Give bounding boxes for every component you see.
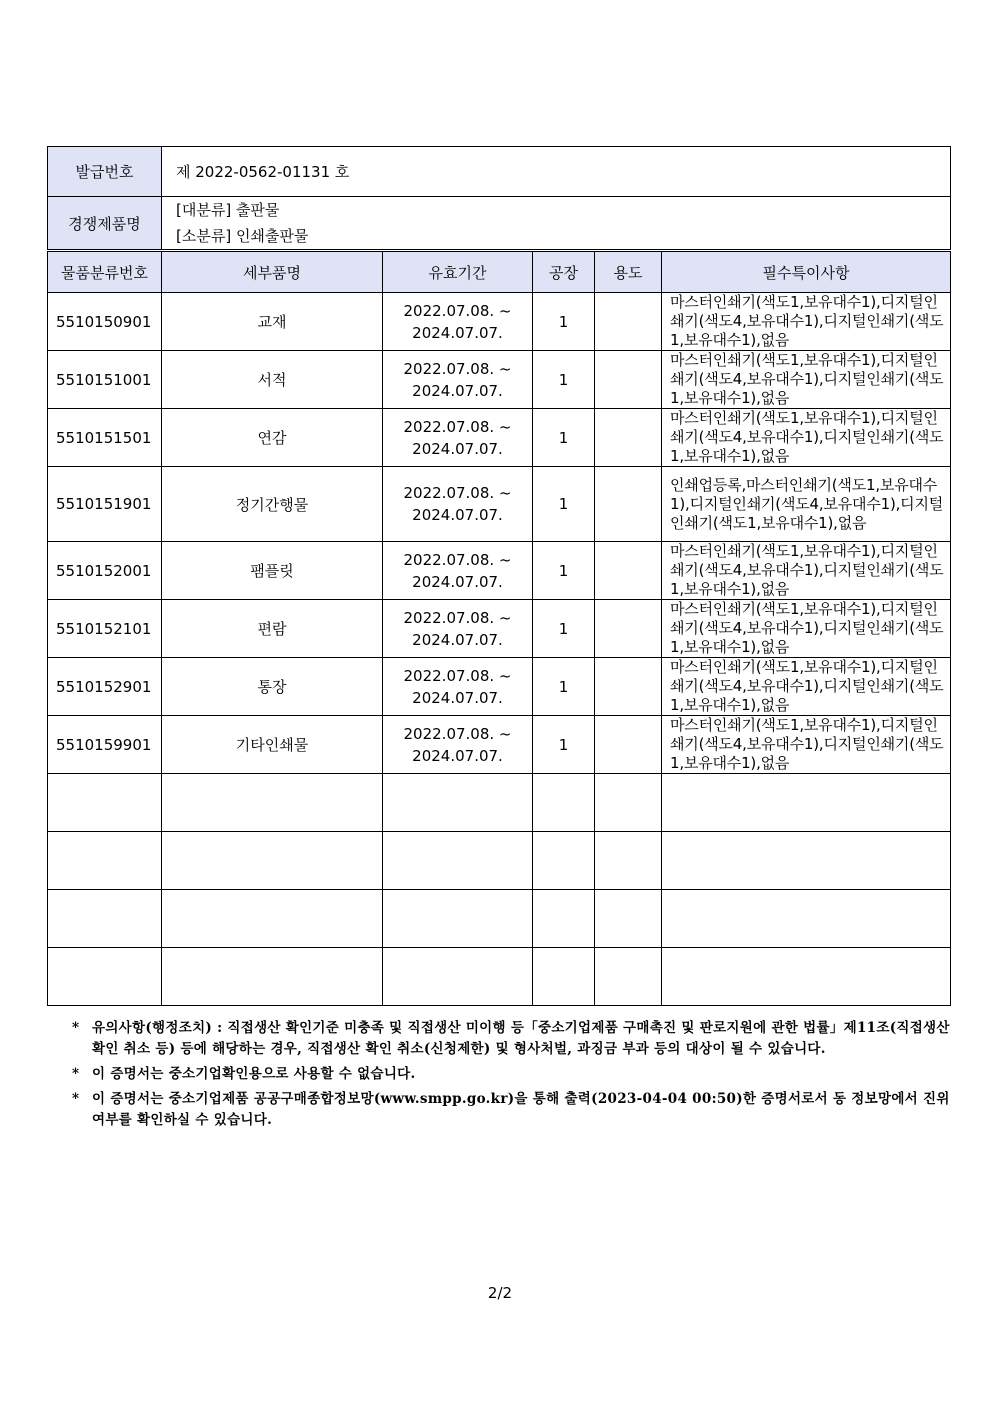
validity-end: 2024.07.07. <box>412 381 503 400</box>
empty-cell <box>595 890 662 948</box>
notice-item <box>72 1064 957 1085</box>
product-category-cell <box>162 197 951 250</box>
usage <box>595 542 662 600</box>
empty-cell <box>662 774 951 832</box>
table-row <box>48 716 951 774</box>
validity-start: 2022.07.08. ~ <box>403 417 512 436</box>
column-header: 세부품명 <box>162 252 383 293</box>
factory-count: 1 <box>533 716 595 774</box>
table-row <box>48 467 951 542</box>
issue-number-label: 발급번호 <box>48 147 162 197</box>
table-row <box>48 293 951 351</box>
notice-text: 이 증명서는 중소기업제품 공공구매종합정보망(www.smpp.go.kr)을 통해 출력(2023-04-04 00:50)한 증명서로서 동 정보망에서 진위여부를 확인하실 수 있습니다. <box>92 1091 950 1128</box>
item-code: 5510150901 <box>48 293 162 351</box>
empty-row <box>48 948 951 1006</box>
required-notes: 마스터인쇄기(색도1,보유대수1),디지털인쇄기(색도4,보유대수1),디지털인쇄기(색도1,보유대수1),없음 <box>662 600 951 658</box>
factory-count: 1 <box>533 467 595 542</box>
empty-cell <box>533 890 595 948</box>
usage <box>595 658 662 716</box>
table-row <box>48 542 951 600</box>
item-code: 5510151501 <box>48 409 162 467</box>
empty-cell <box>662 948 951 1006</box>
required-notes: 마스터인쇄기(색도1,보유대수1),디지털인쇄기(색도4,보유대수1),디지털인쇄기(색도1,보유대수1),없음 <box>662 409 951 467</box>
empty-row <box>48 890 951 948</box>
column-header: 물품분류번호 <box>48 252 162 293</box>
column-header: 필수특이사항 <box>662 252 951 293</box>
empty-cell <box>162 774 383 832</box>
major-category: [대분류] 출판물 <box>176 201 280 219</box>
validity-start: 2022.07.08. ~ <box>403 666 512 685</box>
empty-cell <box>595 948 662 1006</box>
validity-period <box>383 293 533 351</box>
notice-item <box>72 1018 957 1060</box>
item-name: 기타인쇄물 <box>162 716 383 774</box>
empty-cell <box>383 832 533 890</box>
validity-start: 2022.07.08. ~ <box>403 301 512 320</box>
usage <box>595 351 662 409</box>
product-table <box>47 251 951 1006</box>
usage <box>595 467 662 542</box>
validity-period <box>383 467 533 542</box>
notice-mark: * <box>72 1091 80 1107</box>
usage <box>595 293 662 351</box>
table-header-row <box>48 252 951 293</box>
factory-count: 1 <box>533 409 595 467</box>
required-notes: 인쇄업등록,마스터인쇄기(색도1,보유대수1),디지털인쇄기(색도4,보유대수1),디지털인쇄기(색도1,보유대수1),없음 <box>662 467 951 542</box>
table-row <box>48 409 951 467</box>
factory-count: 1 <box>533 293 595 351</box>
item-name: 통장 <box>162 658 383 716</box>
item-code: 5510151901 <box>48 467 162 542</box>
empty-cell <box>383 948 533 1006</box>
empty-cell <box>533 948 595 1006</box>
empty-cell <box>383 774 533 832</box>
empty-cell <box>162 948 383 1006</box>
factory-count: 1 <box>533 658 595 716</box>
validity-period <box>383 600 533 658</box>
item-code: 5510152901 <box>48 658 162 716</box>
validity-start: 2022.07.08. ~ <box>403 608 512 627</box>
notice-item <box>72 1089 957 1131</box>
validity-end: 2024.07.07. <box>412 688 503 707</box>
empty-cell <box>48 832 162 890</box>
product-name-label: 경쟁제품명 <box>48 197 162 250</box>
empty-cell <box>162 832 383 890</box>
usage <box>595 600 662 658</box>
validity-period <box>383 409 533 467</box>
item-code: 5510152001 <box>48 542 162 600</box>
validity-end: 2024.07.07. <box>412 572 503 591</box>
minor-category: [소분류] 인쇄출판물 <box>176 227 309 245</box>
empty-cell <box>595 774 662 832</box>
product-table-body <box>48 293 951 1006</box>
validity-period <box>383 351 533 409</box>
validity-end: 2024.07.07. <box>412 323 503 342</box>
validity-start: 2022.07.08. ~ <box>403 359 512 378</box>
empty-row <box>48 832 951 890</box>
required-notes: 마스터인쇄기(색도1,보유대수1),디지털인쇄기(색도4,보유대수1),디지털인쇄기(색도1,보유대수1),없음 <box>662 542 951 600</box>
column-header: 용도 <box>595 252 662 293</box>
factory-count: 1 <box>533 600 595 658</box>
usage <box>595 716 662 774</box>
notice-mark: * <box>72 1066 80 1082</box>
empty-cell <box>662 832 951 890</box>
notice-text: 유의사항(행정조치) : 직접생산 확인기준 미충족 및 직접생산 미이행 등「중소기업제품 구매촉진 및 판로지원에 관한 법률」제11조(직접생산 확인 취소 등) 등에 해당하는 경우, 직접생산 확인 취소(신청제한) 및 형사처벌, 과징금 부과 등의 대상이 될 수 있습니다. <box>92 1020 950 1057</box>
column-header: 공장 <box>533 252 595 293</box>
column-header: 유효기간 <box>383 252 533 293</box>
empty-cell <box>662 890 951 948</box>
validity-end: 2024.07.07. <box>412 439 503 458</box>
validity-start: 2022.07.08. ~ <box>403 550 512 569</box>
required-notes: 마스터인쇄기(색도1,보유대수1),디지털인쇄기(색도4,보유대수1),디지털인쇄기(색도1,보유대수1),없음 <box>662 716 951 774</box>
item-code: 5510159901 <box>48 716 162 774</box>
empty-cell <box>383 890 533 948</box>
validity-period <box>383 716 533 774</box>
validity-period <box>383 542 533 600</box>
item-code: 5510152101 <box>48 600 162 658</box>
required-notes: 마스터인쇄기(색도1,보유대수1),디지털인쇄기(색도4,보유대수1),디지털인쇄기(색도1,보유대수1),없음 <box>662 351 951 409</box>
table-row <box>48 351 951 409</box>
validity-period <box>383 658 533 716</box>
empty-row <box>48 774 951 832</box>
empty-cell <box>533 774 595 832</box>
item-name: 편람 <box>162 600 383 658</box>
usage <box>595 409 662 467</box>
item-name: 교재 <box>162 293 383 351</box>
empty-cell <box>162 890 383 948</box>
factory-count: 1 <box>533 542 595 600</box>
empty-cell <box>48 890 162 948</box>
item-name: 팸플릿 <box>162 542 383 600</box>
item-code: 5510151001 <box>48 351 162 409</box>
empty-cell <box>48 948 162 1006</box>
factory-count: 1 <box>533 351 595 409</box>
notice-mark: * <box>72 1020 80 1036</box>
table-row <box>48 600 951 658</box>
validity-end: 2024.07.07. <box>412 746 503 765</box>
required-notes: 마스터인쇄기(색도1,보유대수1),디지털인쇄기(색도4,보유대수1),디지털인쇄기(색도1,보유대수1),없음 <box>662 293 951 351</box>
validity-end: 2024.07.07. <box>412 506 503 524</box>
notice-section <box>72 1018 957 1135</box>
empty-cell <box>533 832 595 890</box>
table-row <box>48 658 951 716</box>
notice-text: 이 증명서는 중소기업확인용으로 사용할 수 없습니다. <box>92 1066 416 1082</box>
empty-cell <box>48 774 162 832</box>
page-number: 2/2 <box>487 1284 513 1302</box>
item-name: 연감 <box>162 409 383 467</box>
issue-number-value: 제 2022-0562-01131 호 <box>162 147 951 197</box>
required-notes: 마스터인쇄기(색도1,보유대수1),디지털인쇄기(색도4,보유대수1),디지털인쇄기(색도1,보유대수1),없음 <box>662 658 951 716</box>
empty-cell <box>595 832 662 890</box>
item-name: 서적 <box>162 351 383 409</box>
certificate-header-table <box>47 146 951 250</box>
validity-start: 2022.07.08. ~ <box>403 484 512 502</box>
validity-start: 2022.07.08. ~ <box>403 724 512 743</box>
item-name: 정기간행물 <box>162 467 383 542</box>
validity-end: 2024.07.07. <box>412 630 503 649</box>
